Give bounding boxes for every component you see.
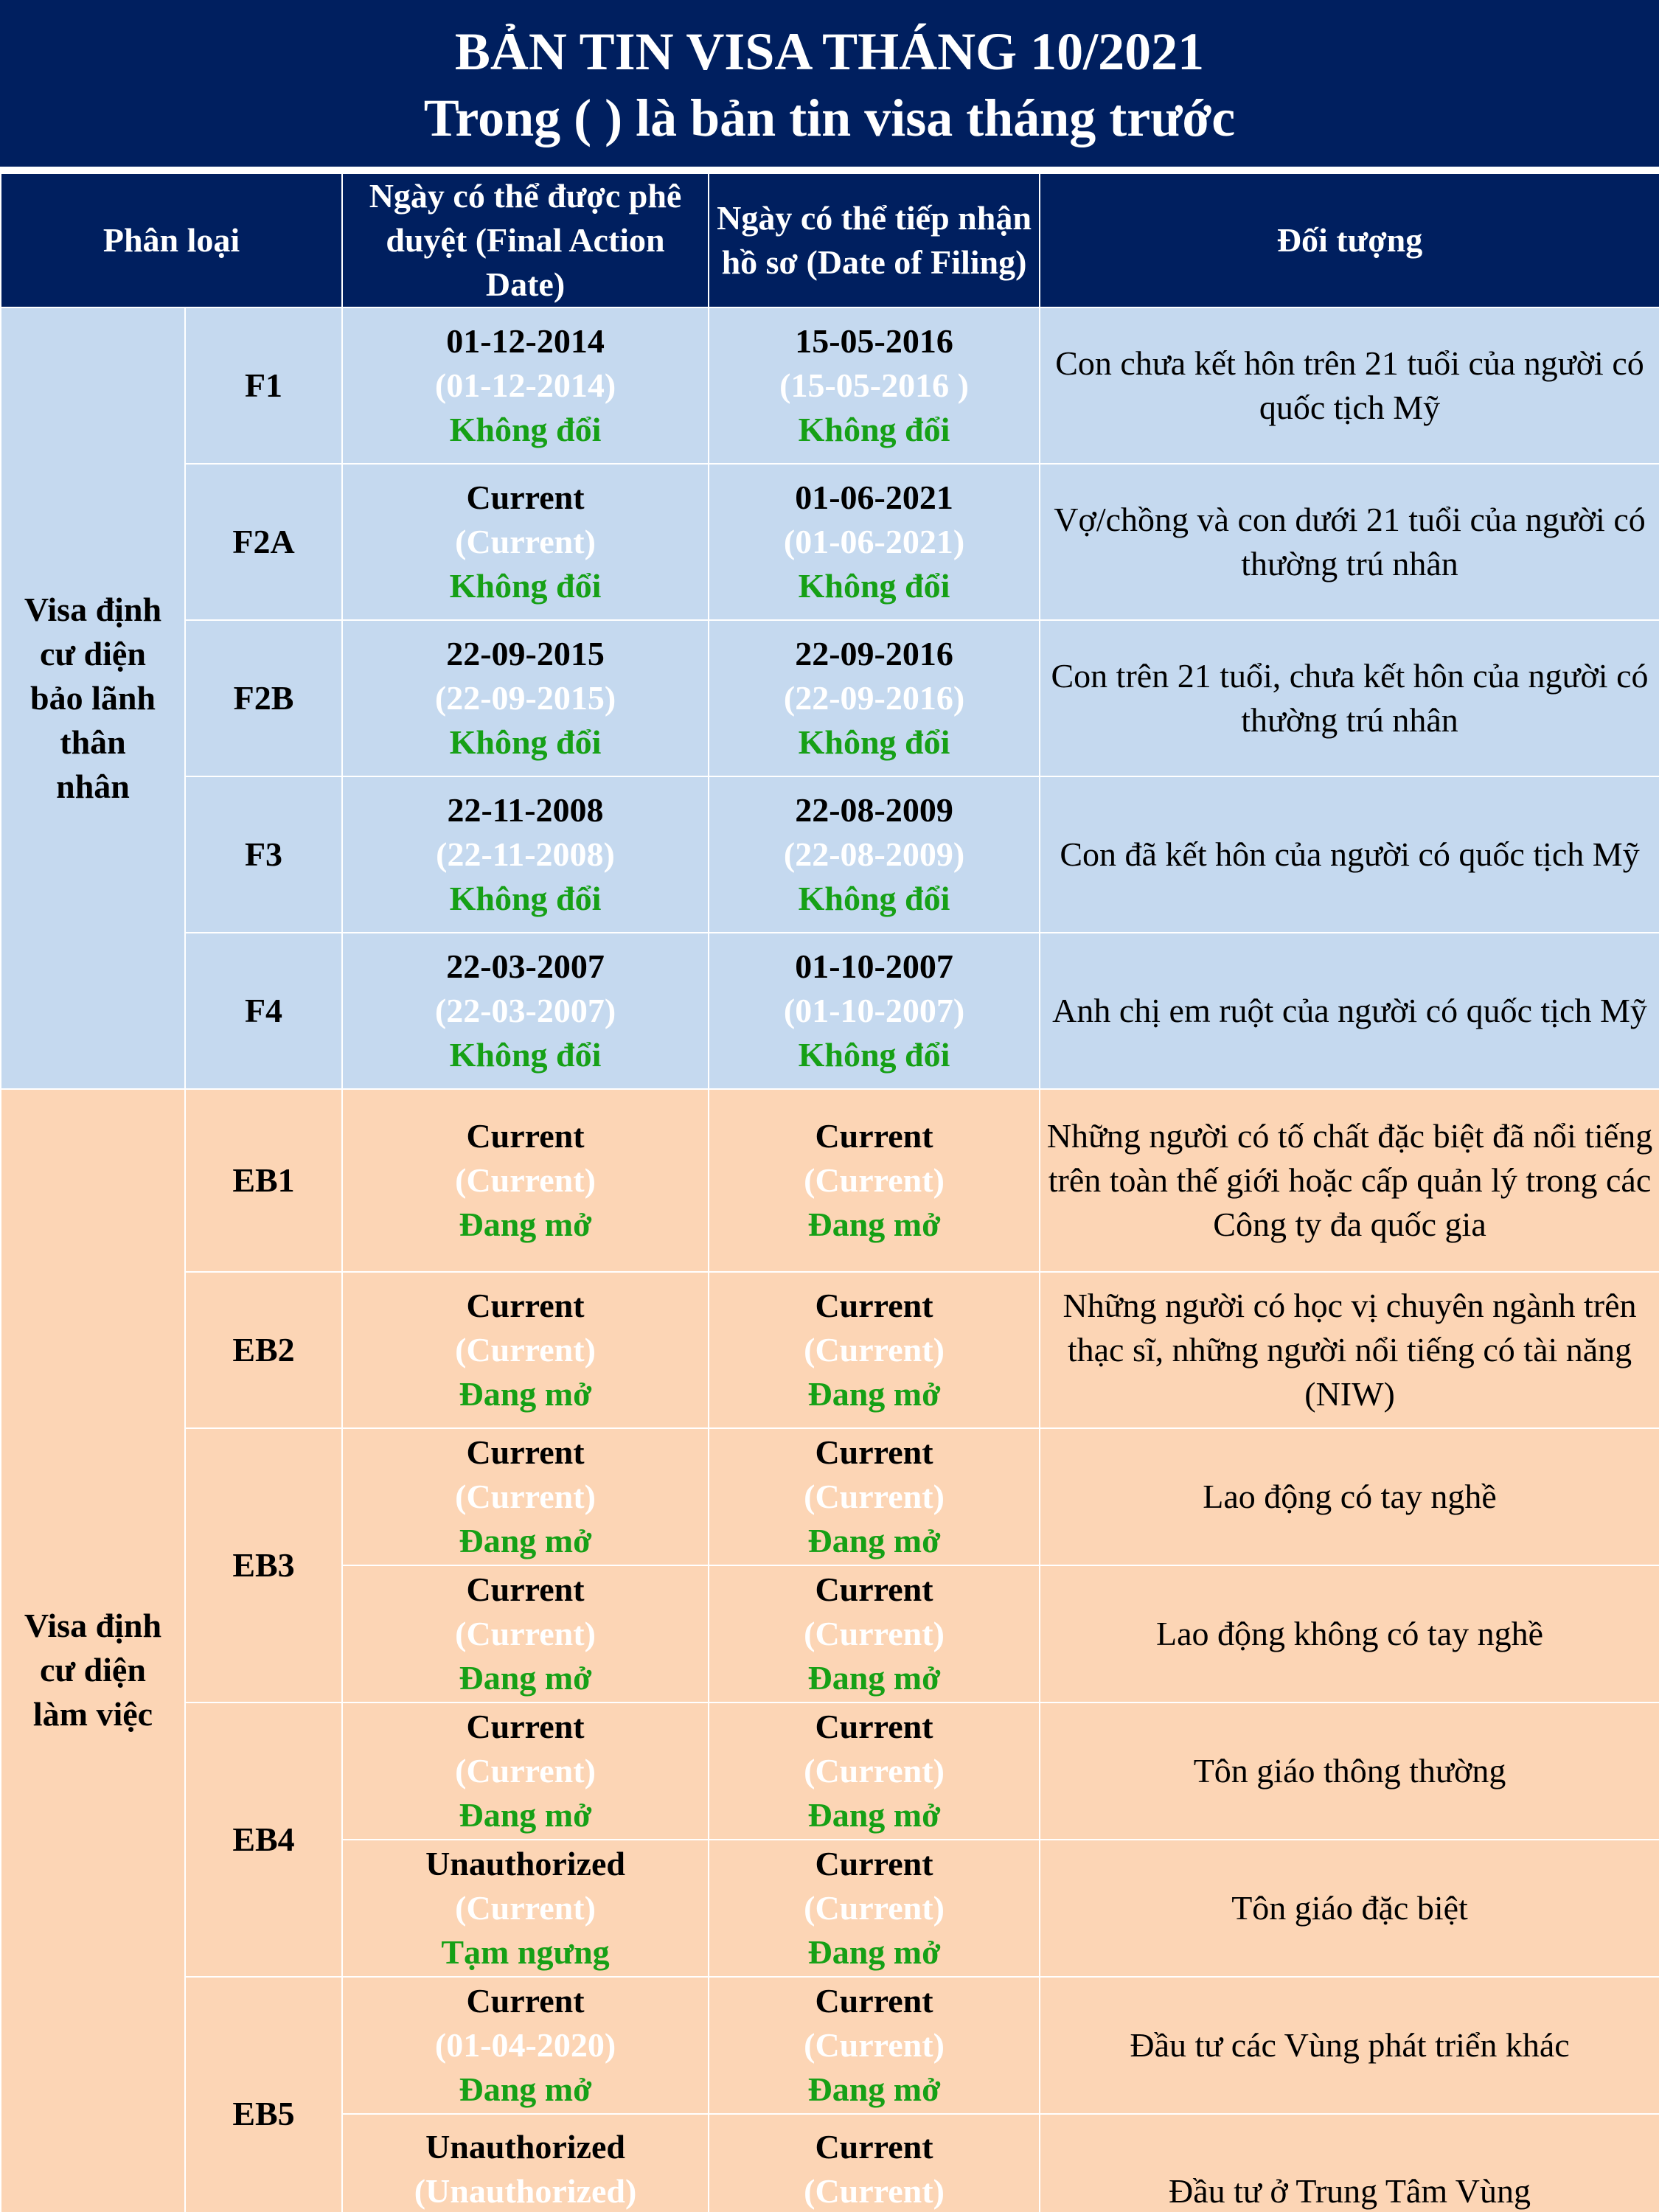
status-label: Đang mở [459,1375,592,1413]
previous-date: (Current) [804,1478,945,1515]
previous-date: (Current) [804,1161,945,1199]
status-label: Đang mở [807,1375,941,1413]
previous-date: (Current) [804,1752,945,1790]
previous-date: (Current) [455,1615,596,1652]
visa-code: F1 [185,307,342,464]
table-row [1,1977,1659,2114]
visa-code: EB2 [185,1272,342,1428]
previous-date: (Current) [804,2026,945,2064]
previous-date: (Current) [455,523,596,560]
status-label: Đang mở [459,2070,592,2108]
status-label: Không đổi [449,880,602,917]
date-of-filing-cell [709,620,1040,776]
header-final-action-date: Ngày có thể được phê duyệt (Final Action Date) [342,173,709,307]
date-of-filing-cell [709,776,1040,933]
date-of-filing-cell [709,1428,1040,1565]
table-header-row [1,173,1659,307]
target-description: Anh chị em ruột của người có quốc tịch Mỹ [1040,933,1659,1089]
previous-date: (Current) [455,1752,596,1790]
current-date: Current [815,2128,933,2166]
previous-date: (Current) [804,1615,945,1652]
current-date: 22-09-2016 [795,635,953,672]
final-action-cell [342,1565,709,1703]
current-date: Current [466,1708,585,1745]
current-date: 22-09-2015 [446,635,605,672]
visa-bulletin-table [0,173,1659,2212]
status-label: Không đổi [798,1036,950,1074]
status-label: Tạm ngưng [441,1933,610,1971]
previous-date: (Current) [455,1889,596,1927]
status-label: Đang mở [807,1659,941,1697]
current-date: 01-10-2007 [795,947,953,985]
table-row [1,776,1659,933]
previous-date: (22-11-2008) [436,835,615,873]
status-label: Đang mở [807,1522,941,1559]
final-action-cell [342,1977,709,2114]
previous-date: (Current) [804,1889,945,1927]
current-date: Current [466,1571,585,1608]
visa-code: EB4 [185,1703,342,1977]
table-row [1,933,1659,1089]
status-label: Không đổi [449,723,602,761]
previous-date: (22-09-2015) [434,679,616,717]
target-description: Con trên 21 tuổi, chưa kết hôn của người có thường trú nhân [1040,620,1659,776]
date-of-filing-cell [709,933,1040,1089]
current-date: Unauthorized [425,2128,625,2166]
date-of-filing-cell [709,1565,1040,1703]
final-action-cell [342,620,709,776]
status-label: Không đổi [798,723,950,761]
target-description: Con chưa kết hôn trên 21 tuổi của người có quốc tịch Mỹ [1040,307,1659,464]
previous-date: (22-03-2007) [434,992,616,1029]
status-label: Đang mở [807,1796,941,1834]
current-date: Current [466,479,585,516]
status-label: Không đổi [449,1036,602,1074]
current-date: 22-08-2009 [795,791,953,829]
current-date: Current [815,1845,933,1882]
status-label: Không đổi [449,411,602,448]
status-label: Đang mở [807,2070,941,2108]
final-action-cell [342,1428,709,1565]
target-description: Tôn giáo đặc biệt [1040,1840,1659,1977]
previous-date: (01-10-2007) [783,992,965,1029]
title-banner [0,0,1659,167]
group-family [1,307,185,1089]
table-row [1,620,1659,776]
visa-code: EB3 [185,1428,342,1703]
bulletin-subtitle: Trong ( ) là bản tin visa tháng trước [423,88,1236,147]
target-description: Tôn giáo thông thường [1040,1703,1659,1840]
previous-date: (22-09-2016) [783,679,965,717]
visa-code: F3 [185,776,342,933]
table-row [1,1089,1659,1272]
current-date: 22-11-2008 [447,791,604,829]
current-date: Current [466,1433,585,1471]
final-action-cell [342,776,709,933]
status-label: Đang mở [459,1206,592,1243]
current-date: 01-12-2014 [446,322,605,360]
current-date: Current [466,1287,585,1324]
previous-date: (Current) [804,1331,945,1368]
current-date: Current [815,1433,933,1471]
status-label: Đang mở [459,1522,592,1559]
previous-date: (22-08-2009) [783,835,965,873]
bulletin-title: BẢN TIN VISA THÁNG 10/2021 [454,22,1205,81]
date-of-filing-cell [709,464,1040,620]
group-family-label: Visa định cư diện bảo lãnh thân nhân [24,591,162,805]
previous-date: (01-12-2014) [434,366,616,404]
previous-date: (01-04-2020) [434,2026,616,2064]
target-description: Con đã kết hôn của người có quốc tịch Mỹ [1040,776,1659,933]
previous-date: (01-06-2021) [783,523,965,560]
previous-date: (15-05-2016 ) [779,366,969,404]
final-action-cell [342,464,709,620]
status-label: Đang mở [807,1206,941,1243]
visa-code: F4 [185,933,342,1089]
date-of-filing-cell [709,1089,1040,1272]
date-of-filing-cell [709,1703,1040,1840]
current-date: Current [466,1117,585,1155]
target-description: Vợ/chồng và con dưới 21 tuổi của người có thường trú nhân [1040,464,1659,620]
current-date: Current [815,1287,933,1324]
target-description: Những người có học vị chuyên ngành trên thạc sĩ, những người nổi tiếng có tài năng (NIW) [1040,1272,1659,1428]
visa-code: EB1 [185,1089,342,1272]
group-employment [1,1089,185,2212]
target-description: Lao động có tay nghề [1040,1428,1659,1565]
current-date: Current [815,1982,933,2020]
current-date: 01-06-2021 [795,479,953,516]
current-date: Current [815,1571,933,1608]
final-action-cell [342,1272,709,1428]
target-description: Những người có tố chất đặc biệt đã nổi tiếng trên toàn thế giới hoặc cấp quản lý trong các Công ty đa quốc gia [1040,1089,1659,1272]
table-row [1,1272,1659,1428]
target-description: Đầu tư ở Trung Tâm Vùng [1040,2114,1659,2212]
previous-date: (Current) [455,1331,596,1368]
visa-code: EB5 [185,1977,342,2212]
header-date-of-filing: Ngày có thể tiếp nhận hồ sơ (Date of Filing) [709,173,1040,307]
previous-date: (Current) [455,1478,596,1515]
previous-date: (Current) [804,2172,945,2210]
current-date: 22-03-2007 [446,947,605,985]
final-action-cell [342,1840,709,1977]
date-of-filing-cell [709,2114,1040,2212]
current-date: Current [466,1982,585,2020]
status-label: Đang mở [459,1659,592,1697]
current-date: Current [815,1708,933,1745]
status-label: Không đổi [798,411,950,448]
table-row [1,307,1659,464]
final-action-cell [342,933,709,1089]
current-date: Current [815,1117,933,1155]
target-description: Lao động không có tay nghề [1040,1565,1659,1703]
visa-code: F2A [185,464,342,620]
date-of-filing-cell [709,1977,1040,2114]
header-target: Đối tượng [1040,173,1659,307]
current-date: 15-05-2016 [795,322,953,360]
current-date: Unauthorized [425,1845,625,1882]
date-of-filing-cell [709,1272,1040,1428]
header-category: Phân loại [1,173,342,307]
date-of-filing-cell [709,1840,1040,1977]
final-action-cell [342,1089,709,1272]
group-employment-label: Visa định cư diện làm việc [24,1607,162,1733]
status-label: Đang mở [807,1933,941,1971]
status-label: Đang mở [459,1796,592,1834]
table-row [1,1428,1659,1565]
previous-date: (Current) [455,1161,596,1199]
status-label: Không đổi [449,567,602,605]
final-action-cell [342,2114,709,2212]
date-of-filing-cell [709,307,1040,464]
target-description: Đầu tư các Vùng phát triển khác [1040,1977,1659,2114]
visa-code: F2B [185,620,342,776]
final-action-cell [342,1703,709,1840]
previous-date: (Unauthorized) [414,2172,637,2210]
final-action-cell [342,307,709,464]
status-label: Không đổi [798,567,950,605]
table-row [1,1703,1659,1840]
table-row [1,464,1659,620]
status-label: Không đổi [798,880,950,917]
